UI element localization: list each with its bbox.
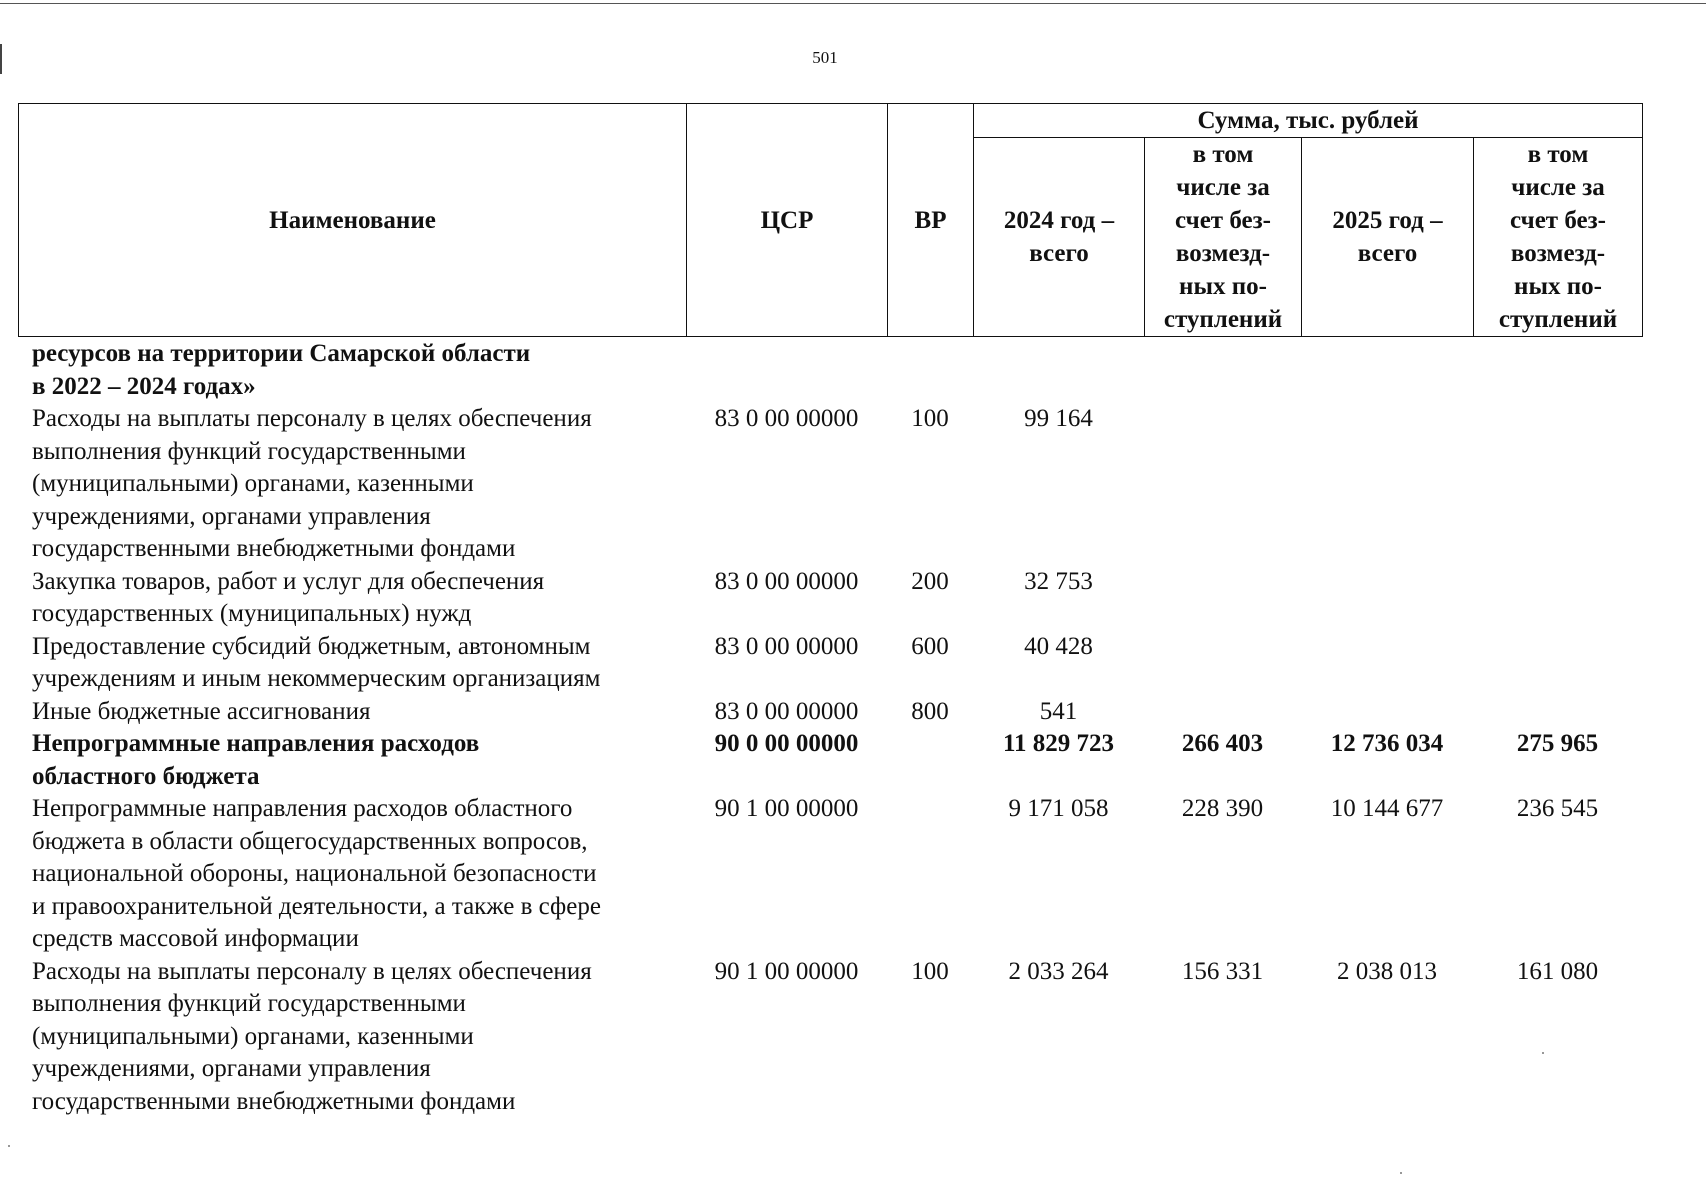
row-2024-free (1144, 338, 1301, 403)
row-csr: 83 0 00 00000 (714, 697, 859, 725)
row-csr: 90 1 00 00000 (714, 957, 859, 985)
row-vr (887, 338, 973, 403)
header-2025-total: 2025 год – всего (1302, 138, 1474, 337)
row-2025-free (1473, 696, 1642, 729)
row-csr: 83 0 00 00000 (714, 405, 859, 432)
row-csr: 90 1 00 00000 (714, 795, 859, 822)
row-2025-total: 12 736 034 (1330, 730, 1444, 757)
row-2025-free: 236 545 (1516, 795, 1599, 822)
row-2024-total: 9 171 058 (1008, 795, 1109, 822)
row-2025-free (1473, 403, 1642, 566)
row-2025-free: 161 080 (1516, 957, 1599, 985)
table-row (18, 956, 1642, 1119)
header-sum-group: Сумма, тыс. рублей (974, 104, 1643, 138)
table-row (18, 338, 1642, 403)
scan-speck (8, 1145, 10, 1147)
row-2025-free (1473, 338, 1642, 403)
row-name: Расходы на выплаты персоналу в целях обеспечения выполнения функций государственными (муниципальными) органами, казенными учреждениями, органами управления государственными внебюджетными фондами (32, 957, 592, 1115)
page-number: 501 (812, 48, 838, 67)
row-2024-total: 40 428 (1024, 632, 1093, 660)
row-name: Расходы на выплаты персоналу в целях обеспечения выполнения функций государственными (муниципальными) органами, казенными учреждениями, органами управления государственными внебюджетными фондами (32, 405, 592, 562)
scan-speck (1400, 1172, 1402, 1174)
row-name: Закупка товаров, работ и услуг для обеспечения государственных (муниципальных) нужд (32, 567, 545, 627)
row-2024-free: 228 390 (1181, 795, 1264, 822)
row-csr: 90 0 00 00000 (714, 730, 859, 757)
row-2025-free (1473, 566, 1642, 631)
row-2024-free (1144, 631, 1301, 696)
row-2025-total: 2 038 013 (1337, 957, 1437, 985)
row-2025-total (1301, 631, 1473, 696)
row-2024-free: 266 403 (1181, 730, 1264, 757)
row-vr: 100 (911, 405, 949, 432)
scan-edge-line (0, 3, 1706, 4)
header-name: Наименование (19, 104, 687, 337)
row-vr: 100 (911, 957, 949, 985)
table-body (18, 338, 1642, 1118)
row-2025-total (1301, 338, 1473, 403)
row-vr (887, 728, 973, 793)
header-2024-free: в том числе за счет без- возмезд- ных по- ступлений (1145, 138, 1302, 337)
row-2024-total: 11 829 723 (1002, 730, 1115, 757)
row-2024-total: 32 753 (1024, 567, 1093, 595)
row-2024-total (973, 338, 1144, 403)
row-vr (887, 793, 973, 956)
row-2024-total: 2 033 264 (1008, 957, 1109, 985)
row-vr: 200 (911, 567, 949, 595)
row-name: Предоставление субсидий бюджетным, автономным учреждениям и иным некоммерческим организациям (32, 632, 601, 692)
row-2024-free (1144, 696, 1301, 729)
row-vr: 800 (911, 697, 949, 725)
row-2024-free (1144, 403, 1301, 566)
table-row (18, 403, 1642, 566)
row-csr: 83 0 00 00000 (714, 632, 859, 660)
row-2025-total (1301, 566, 1473, 631)
row-csr: 83 0 00 00000 (714, 567, 859, 595)
row-2025-total (1301, 696, 1473, 729)
table-row (18, 566, 1642, 631)
row-2025-free: 275 965 (1516, 730, 1599, 757)
table-row (18, 793, 1642, 956)
row-name: Непрограммные направления расходов областного бюджета (32, 730, 480, 790)
table-header (18, 103, 1643, 337)
scan-speck (1542, 1052, 1544, 1054)
row-2024-total: 99 164 (1024, 405, 1093, 432)
row-vr: 600 (911, 632, 949, 660)
header-2024-total: 2024 год – всего (974, 138, 1145, 337)
row-2024-free: 156 331 (1181, 957, 1264, 985)
table-row (18, 631, 1642, 696)
header-vr: ВР (888, 104, 974, 337)
row-2025-total: 10 144 677 (1330, 795, 1444, 822)
row-2025-free (1473, 631, 1642, 696)
row-csr (686, 338, 887, 403)
table-row (18, 728, 1642, 793)
table-row (18, 696, 1642, 729)
header-csr: ЦСР (687, 104, 888, 337)
row-2024-total: 541 (1039, 697, 1078, 725)
row-name: Непрограммные направления расходов областного бюджета в области общегосударственных вопросов, национальной обороны, национальной безопасности и правоохранительной деятельности, а также в сфере средств массовой информации (32, 795, 601, 952)
row-name: Иные бюджетные ассигнования (32, 697, 371, 725)
row-2025-total (1301, 403, 1473, 566)
row-name: ресурсов на территории Самарской области в 2022 – 2024 годах» (32, 340, 531, 400)
row-2024-free (1144, 566, 1301, 631)
header-2025-free: в том числе за счет без- возмезд- ных по- ступлений (1474, 138, 1643, 337)
